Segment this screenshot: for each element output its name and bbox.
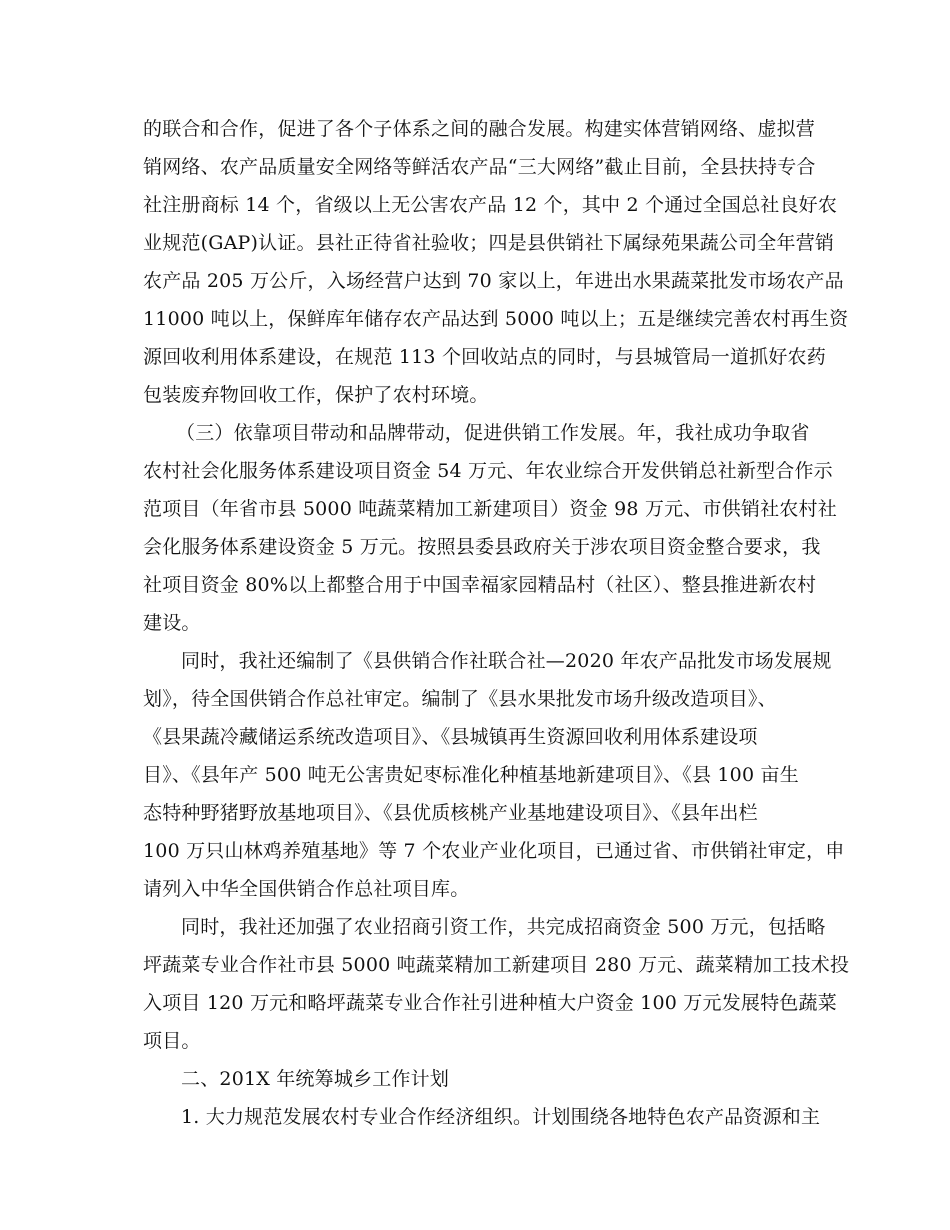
text-line: 业规范(GAP)认证。县社正待省社验收；四是县供销社下属绿苑果蔬公司全年营销 (143, 232, 835, 254)
text-line: 坪蔬菜专业合作社市县 5000 吨蔬菜精加工新建项目 280 万元、蔬菜精加工技术投 (143, 954, 850, 976)
text-line: 范项目（年省市县 5000 吨蔬菜精加工新建项目）资金 98 万元、市供销社农村社 (143, 498, 837, 520)
paragraph-start-line: 同时，我社还编制了《县供销合作社联合社—2020 年农产品批发市场发展规 (181, 650, 832, 672)
text-line: 社注册商标 14 个，省级以上无公害农产品 12 个，其中 2 个通过全国总社良好农 (143, 194, 838, 216)
text-line: 入项目 120 万元和略坪蔬菜专业合作社引进种植大户资金 100 万元发展特色蔬菜 (143, 992, 837, 1014)
text-line: 会化服务体系建设资金 5 万元。按照县委县政府关于涉农项目资金整合要求，我 (143, 536, 821, 558)
text-line: 100 万只山林鸡养殖基地》等 7 个农业产业化项目，已通过省、市供销社审定，申 (143, 840, 845, 862)
text-line: 销网络、农产品质量安全网络等鲜活农产品“三大网络”截止目前，全县扶持专合 (143, 156, 816, 178)
text-line: 包装废弃物回收工作，保护了农村环境。 (143, 384, 489, 406)
text-line: 《县果蔬冷藏储运系统改造项目》、《县城镇再生资源回收利用体系建设项 (143, 726, 758, 748)
text-line: 划》，待全国供销合作总社审定。编制了《县水果批发市场升级改造项目》、 (143, 688, 777, 710)
section-heading-2: 二、201X 年统筹城乡工作计划 (181, 1068, 450, 1090)
text-line: 农村社会化服务体系建设项目资金 54 万元、年农业综合开发供销总社新型合作示 (143, 460, 833, 482)
text-line: 社项目资金 80%以上都整合用于中国幸福家园精品村（社区）、整县推进新农村 (143, 574, 817, 596)
text-line: 的联合和合作，促进了各个子体系之间的融合发展。构建实体营销网络、虚拟营 (143, 118, 816, 140)
list-item-heading: 1. 大力规范发展农村专业合作经济组织。计划围绕各地特色农产品资源和主 (181, 1106, 821, 1128)
text-line: 建设。 (143, 612, 201, 634)
text-line: 11000 吨以上，保鲜库年储存农产品达到 5000 吨以上；五是继续完善农村再生资 (143, 308, 849, 330)
text-line: 目》、《县年产 500 吨无公害贵妃枣标准化种植基地新建项目》、《县 100 亩生 (143, 764, 799, 786)
text-line: 项目。 (143, 1030, 201, 1052)
paragraph-start-line: 同时，我社还加强了农业招商引资工作，共完成招商资金 500 万元，包括略 (181, 916, 826, 938)
text-line: 请列入中华全国供销合作总社项目库。 (143, 878, 470, 900)
section-heading-3: （三）依靠项目带动和品牌带动，促进供销工作发展。年，我社成功争取省 (176, 422, 810, 444)
text-line: 农产品 205 万公斤，入场经营户达到 70 家以上，年进出水果蔬菜批发市场农产品 (143, 270, 844, 292)
text-line: 源回收利用体系建设，在规范 113 个回收站点的同时，与县城管局一道抓好农药 (143, 346, 826, 368)
text-line: 态特种野猪野放基地项目》、《县优质核桃产业基地建设项目》、《县年出栏 (143, 802, 758, 824)
